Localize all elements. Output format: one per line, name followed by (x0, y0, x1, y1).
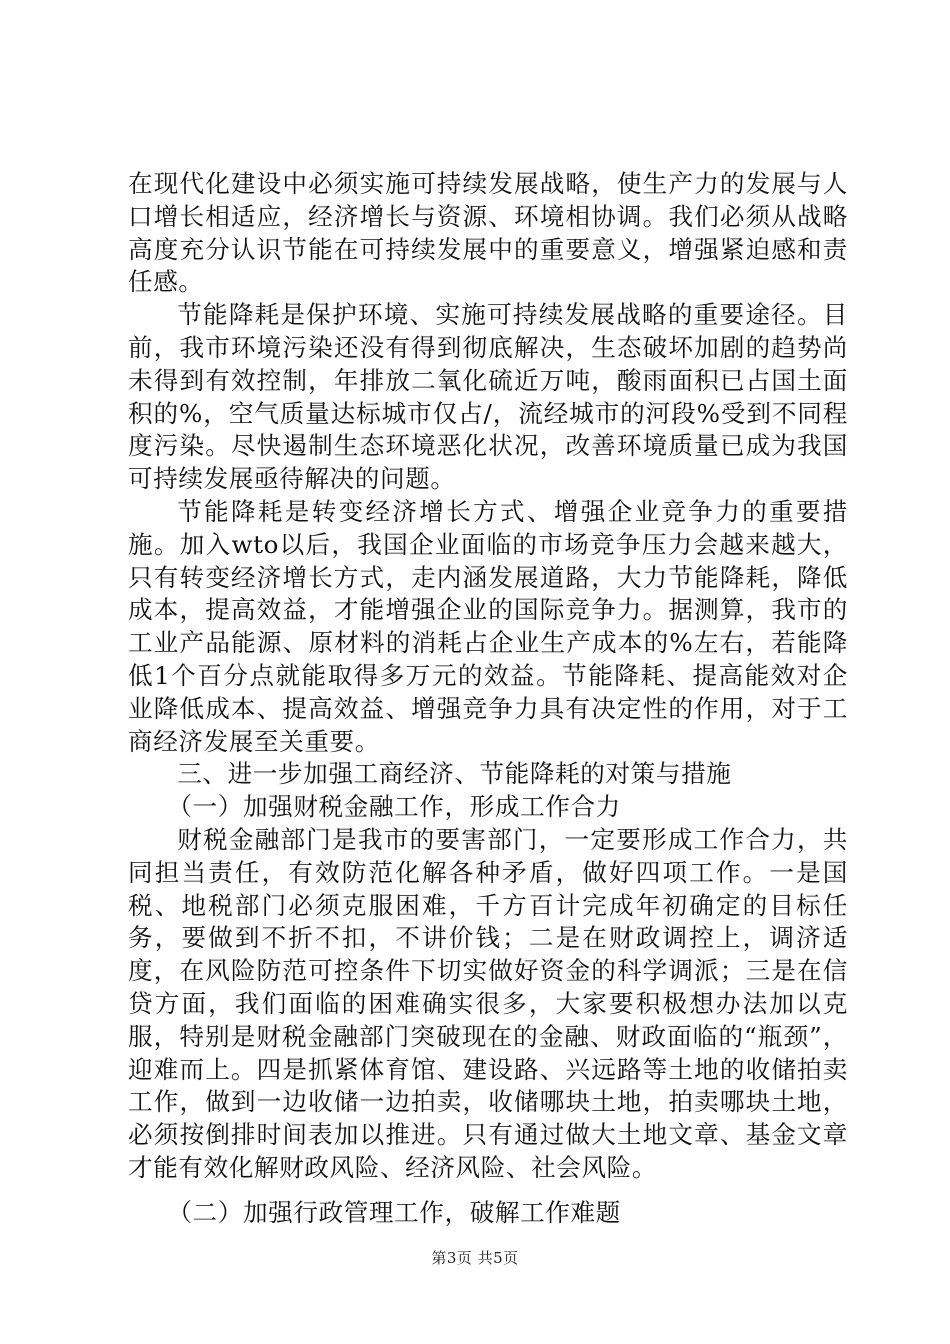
section-heading-countermeasures: 三、进一步加强工商经济、节能降耗的对策与措施 (177, 759, 732, 789)
subheading-finance-tax: （一）加强财税金融工作，形成工作合力 (167, 792, 621, 822)
paragraph-finance-tax-work: 财税金融部门是我市的要害部门，一定要形成工作合力，共同担当责任，有效防范化解各种矛盾，做好四项工作。一是国税、地税部门必须克服困难，千方百计完成年初确定的目标任务，要做到不折不扣，不讲价钱；二是在财政调控上，调济适度，在风险防范可控条件下切实做好资金的科学调派；三是在信贷方面，我们面临的困难确实很多，大家要积极想办法加以克服，特别是财税金融部门突破现在的金融、财政面临的“瓶颈”，迎难而上。四是抓紧体育馆、建设路、兴远路等土地的收储拍卖工作，做到一边收储一边拍卖，收储哪块土地，拍卖哪块土地，必须按倒排时间表加以推进。只有通过做大土地文章、基金文章才能有效化解财政风险、经济风险、社会风险。 (128, 824, 848, 1182)
page-number-footer: 第3页 共5页 (431, 1249, 519, 1267)
paragraph-environment-protection: 节能降耗是保护环境、实施可持续发展战略的重要途径。目前，我市环境污染还没有得到彻底解决，生态破坏加剧的趋势尚未得到有效控制，年排放二氧化硫近万吨，酸雨面积已占国土面积的%，空气质量达标城市仅占/，流经城市的河段%受到不同程度污染。尽快遏制生态环境恶化状况，改善环境质量已成为我国可持续发展亟待解决的问题。 (128, 300, 848, 494)
paragraph-enterprise-competitiveness: 节能降耗是转变经济增长方式、增强企业竞争力的重要措施。加入wto以后，我国企业面临的市场竞争压力会越来越大，只有转变经济增长方式，走内涵发展道路，大力节能降耗，降低成本，提高效益，才能增强企业的国际竞争力。据测算，我市的工业产品能源、原材料的消耗占企业生产成本的%左右，若能降低1个百分点就能取得多万元的效益。节能降耗、提高能效对企业降低成本、提高效益、增强竞争力具有决定性的作用，对于工商经济发展至关重要。 (128, 496, 848, 756)
subheading-administrative-management: （二）加强行政管理工作，破解工作难题 (167, 1197, 621, 1227)
document-body (128, 168, 848, 1230)
paragraph-sustainable-development: 在现代化建设中必须实施可持续发展战略，使生产力的发展与人口增长相适应，经济增长与资源、环境相协调。我们必须从战略高度充分认识节能在可持续发展中的重要意义，增强紧迫感和责任感。 (128, 169, 848, 297)
